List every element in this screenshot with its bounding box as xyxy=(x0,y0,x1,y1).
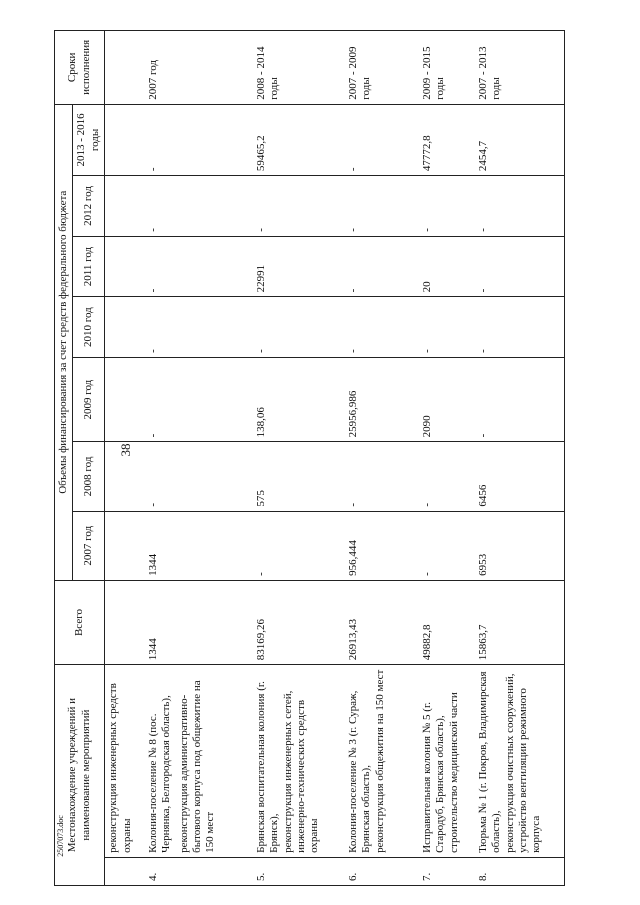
year-value-cell: 6456 xyxy=(475,442,565,511)
year-value-cell: - xyxy=(419,442,475,511)
facility-measure: реконструкция административно-бытового корпуса под общежитие на 150 мест xyxy=(177,680,217,853)
total-cell xyxy=(105,580,145,664)
row-number: 7. xyxy=(419,857,475,885)
term-column-header: Сроки исполнения xyxy=(55,31,105,105)
year-value-cell: 2090 xyxy=(419,357,475,441)
facility-cell xyxy=(419,665,475,858)
facility-cell xyxy=(253,665,345,858)
year-value-cell xyxy=(105,297,145,358)
facility-cell xyxy=(145,665,253,858)
total-cell: 1344 xyxy=(145,580,253,664)
facility-cell xyxy=(345,665,419,858)
year-value-cell xyxy=(105,442,145,511)
year-value-cell xyxy=(105,236,145,297)
facility-cell xyxy=(475,665,565,858)
year-value-cell xyxy=(105,357,145,441)
year-value-cell: - xyxy=(475,236,565,297)
facility-cell xyxy=(105,665,145,858)
table-row xyxy=(475,31,565,886)
year-value-cell: - xyxy=(475,357,565,441)
funding-group-header: Объемы финансирования за счет средств федерального бюджета xyxy=(55,104,73,580)
year-value-cell: 25956,986 xyxy=(345,357,419,441)
rotated-page-content xyxy=(54,26,578,886)
table-row xyxy=(145,31,253,886)
year-value-cell: - xyxy=(345,236,419,297)
year-column-header: 2013 - 2016 годы xyxy=(73,104,105,175)
year-value-cell: - xyxy=(145,176,253,237)
facility-location: Тюрьма № 1 (г. Покров, Владимирская область), xyxy=(476,671,503,853)
year-value-cell: - xyxy=(253,297,345,358)
year-value-cell: 1344 xyxy=(145,511,253,580)
term-cell: 2008 - 2014 годы xyxy=(253,31,345,105)
facility-location: Исправительная колония № 5 (г. Стародуб, Брянская область), xyxy=(420,702,447,853)
year-value-cell: - xyxy=(253,176,345,237)
year-column-header: 2011 год xyxy=(73,236,105,297)
year-value-cell: - xyxy=(419,176,475,237)
term-cell xyxy=(105,31,145,105)
facility-measure: реконструкция инженерных сетей, инженерно-технических средств охраны xyxy=(281,690,321,853)
total-cell: 15863,7 xyxy=(475,580,565,664)
row-number: 6. xyxy=(345,857,419,885)
facility-measure: реконструкция общежития на 150 мест xyxy=(373,669,386,853)
total-cell: 49882,8 xyxy=(419,580,475,664)
year-value-cell: - xyxy=(345,297,419,358)
term-cell: 2007 год xyxy=(145,31,253,105)
row-number: 5. xyxy=(253,857,345,885)
term-cell: 2007 - 2013 годы xyxy=(475,31,565,105)
year-value-cell: - xyxy=(145,357,253,441)
year-value-cell xyxy=(105,511,145,580)
year-column-header: 2009 год xyxy=(73,357,105,441)
year-value-cell: 20 xyxy=(419,236,475,297)
year-value-cell: - xyxy=(145,442,253,511)
year-value-cell: - xyxy=(145,236,253,297)
year-value-cell: - xyxy=(475,176,565,237)
year-value-cell: - xyxy=(345,104,419,175)
header-row-1 xyxy=(55,31,73,886)
year-value-cell xyxy=(105,104,145,175)
year-value-cell: 6953 xyxy=(475,511,565,580)
year-column-header: 2008 год xyxy=(73,442,105,511)
facility-location: Брянская воспитательная колония (г. Брянск), xyxy=(254,681,281,853)
year-value-cell: - xyxy=(345,442,419,511)
facility-location: Колония-поселение № 8 (пос. Чернянка, Белгородская область), xyxy=(146,695,173,853)
year-value-cell: - xyxy=(145,297,253,358)
year-value-cell: - xyxy=(419,297,475,358)
year-value-cell: - xyxy=(345,176,419,237)
table-row xyxy=(419,31,475,886)
table-row xyxy=(253,31,345,886)
term-cell: 2007 - 2009 годы xyxy=(345,31,419,105)
budget-table xyxy=(54,30,565,886)
total-cell: 83169,26 xyxy=(253,580,345,664)
row-number: 8. xyxy=(475,857,565,885)
term-cell: 2009 - 2015 годы xyxy=(419,31,475,105)
table-row xyxy=(345,31,419,886)
year-value-cell: 956,444 xyxy=(345,511,419,580)
table-row xyxy=(105,31,145,886)
facility-location: Колония-поселение № 3 (г. Сураж, Брянская область), xyxy=(346,690,373,853)
year-value-cell: 575 xyxy=(253,442,345,511)
facility-measure: реконструкция очистных сооружений, устройство вентиляции режимного корпуса xyxy=(503,673,543,853)
row-number xyxy=(105,857,145,885)
year-column-header: 2012 год xyxy=(73,176,105,237)
facility-measure: строительство медицинской части xyxy=(447,692,460,853)
facility-measure: реконструкция инженерных средств охраны xyxy=(107,683,133,853)
year-value-cell: 59465,2 xyxy=(253,104,345,175)
total-column-header: Всего xyxy=(55,580,105,664)
year-value-cell: 138,06 xyxy=(253,357,345,441)
year-value-cell: - xyxy=(419,511,475,580)
page-number: 38 xyxy=(118,443,133,457)
document-code: 2507073.doc xyxy=(56,815,65,857)
year-value-cell xyxy=(105,176,145,237)
location-column-header: Местонахождение учреждений и наименование мероприятий xyxy=(55,665,105,886)
year-column-header: 2007 год xyxy=(73,511,105,580)
total-cell: 26913,43 xyxy=(345,580,419,664)
year-column-header: 2010 год xyxy=(73,297,105,358)
row-number: 4. xyxy=(145,857,253,885)
year-value-cell: - xyxy=(475,297,565,358)
year-value-cell: - xyxy=(145,104,253,175)
year-value-cell: 47772,8 xyxy=(419,104,475,175)
year-value-cell: 22991 xyxy=(253,236,345,297)
year-value-cell: - xyxy=(253,511,345,580)
year-value-cell: 2454,7 xyxy=(475,104,565,175)
